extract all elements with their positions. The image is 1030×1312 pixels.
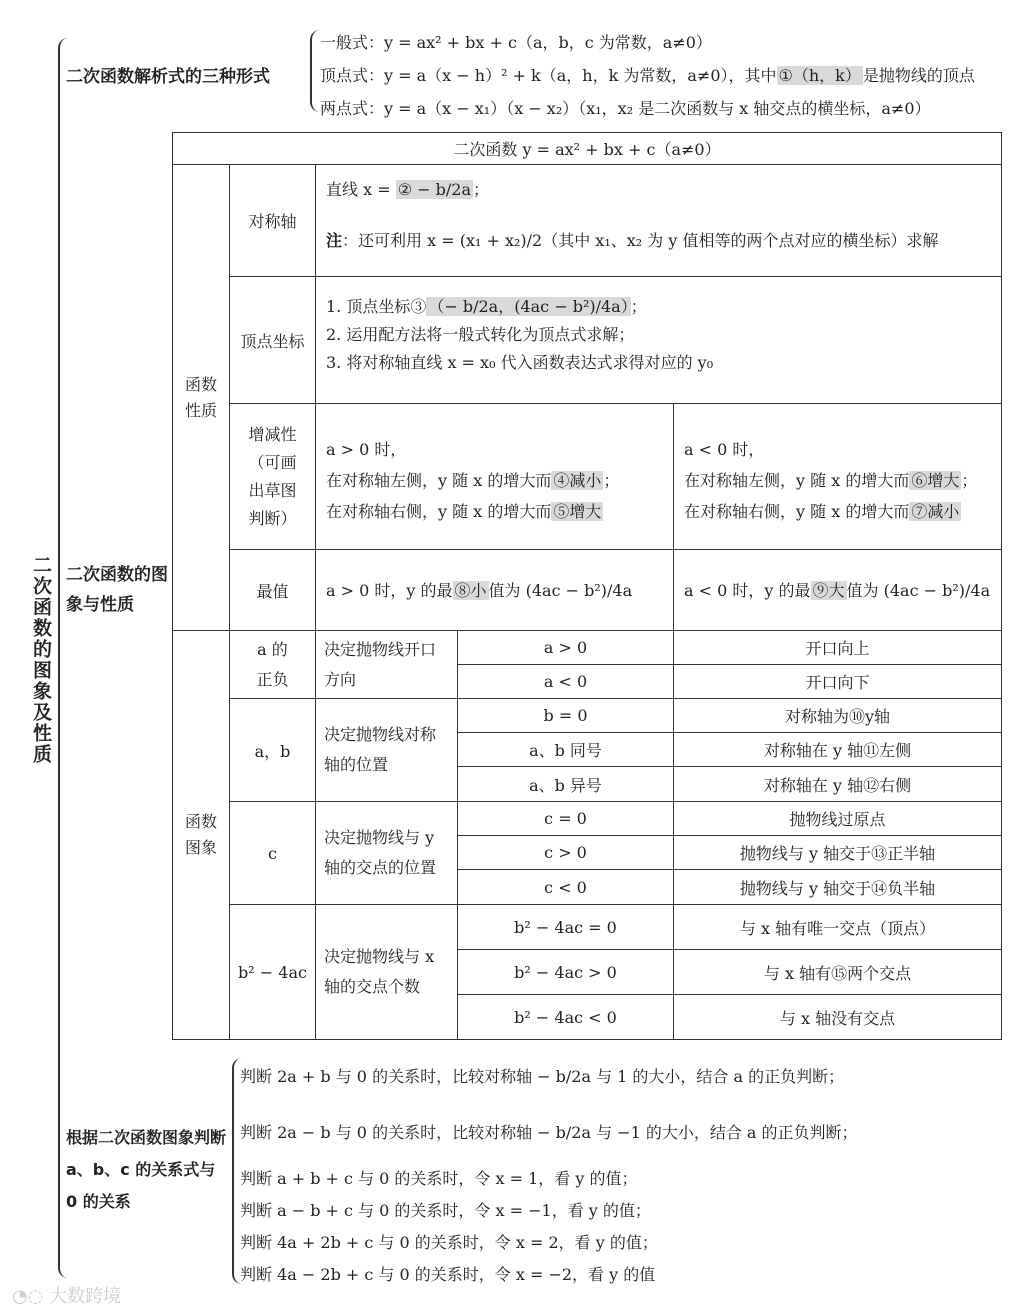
mono-pos-head: a > 0 时， <box>326 440 407 459</box>
param-a: a 的正负 <box>229 630 316 699</box>
vertex-suffix: 是抛物线的顶点 <box>862 66 975 85</box>
case-ab-2: a、b 同号 <box>457 732 674 767</box>
vertex-label: 顶点坐标 <box>229 276 316 404</box>
case-c-1: c = 0 <box>457 801 674 836</box>
axis-note <box>326 228 991 251</box>
mono-neg-left-text: 在对称轴左侧，y 随 x 的增大而 <box>684 471 910 490</box>
section2-title: 二次函数的图象与性质 <box>66 565 168 615</box>
extreme-pos <box>315 549 674 631</box>
result-c-3: 抛物线与 y 轴交于⑭负半轴 <box>673 869 1002 905</box>
axis-line-text: 直线 x = <box>326 180 391 199</box>
param-c: c <box>229 801 316 905</box>
main-brace <box>58 38 70 1278</box>
mono-neg-left: 在对称轴左侧，y 随 x 的增大而 ⑥增大 ； <box>684 471 978 490</box>
answer-7: ⑦减小 <box>911 502 960 521</box>
result-disc-2: 与 x 轴有⑮两个交点 <box>673 949 1002 995</box>
mono-pos-left: 在对称轴左侧，y 随 x 的增大而 ④减小 ； <box>326 471 620 490</box>
vertex-content <box>315 276 1002 404</box>
rule-1: 判断 2a + b 与 0 的关系时，比较对称轴 − b/2a 与 1 的大小，结合 a 的正负判断； <box>240 1067 845 1086</box>
axis-content <box>315 164 1002 277</box>
answer-9: ⑨大 <box>812 581 845 600</box>
result-ab-3: 对称轴在 y 轴⑫右侧 <box>673 766 1002 802</box>
desc-c: 决定抛物线与 y 轴的交点的位置 <box>315 801 458 905</box>
param-disc: b² − 4ac <box>229 904 316 1040</box>
case-ab-3: a、b 异号 <box>457 766 674 802</box>
result-c-1: 抛物线过原点 <box>673 801 1002 836</box>
watermark <box>12 1282 121 1308</box>
result-ab-2: 对称轴在 y 轴⑪左侧 <box>673 732 1002 767</box>
form-vertex-text: 顶点式：y = a（x − h）² + k（a，h，k 为常数，a≠0），其中 <box>320 66 777 85</box>
axis-label: 对称轴 <box>229 164 316 277</box>
props-label-cell <box>172 164 230 631</box>
extreme-label: 最值 <box>229 549 316 631</box>
rule-2: 判断 2a − b 与 0 的关系时，比较对称轴 − b/2a 与 −1 的大小，结合 a 的正负判断； <box>240 1123 858 1142</box>
case-disc-1: b² − 4ac = 0 <box>457 904 674 950</box>
case-ab-1: b = 0 <box>457 698 674 733</box>
result-disc-3: 与 x 轴没有交点 <box>673 994 1002 1040</box>
result-a-2: 开口向下 <box>673 664 1002 699</box>
mono-pos <box>315 403 674 550</box>
result-c-2: 抛物线与 y 轴交于⑬正半轴 <box>673 835 1002 870</box>
mono-neg <box>673 403 1002 550</box>
result-ab-1: 对称轴为⑩y轴 <box>673 698 1002 733</box>
case-disc-2: b² − 4ac > 0 <box>457 949 674 995</box>
vertex-answer-1: ①（h，k） <box>778 66 861 85</box>
axis-note-bold: 注 <box>326 231 343 250</box>
rule-3: 判断 a + b + c 与 0 的关系时，令 x = 1，看 y 的值； <box>240 1169 638 1188</box>
answer-5: ⑤增大 <box>553 502 602 521</box>
case-a-2: a < 0 <box>457 664 674 699</box>
form-general: 一般式：y = ax² + bx + c（a，b，c 为常数，a≠0） <box>320 33 712 52</box>
props-label: 函数性质 <box>184 374 217 420</box>
mono-neg-head: a < 0 时， <box>684 440 765 459</box>
answer-6: ⑥增大 <box>911 471 960 490</box>
param-ab: a，b <box>229 698 316 802</box>
desc-disc: 决定抛物线与 x 轴的交点个数 <box>315 904 458 1040</box>
vertex-item-3: 3. 将对称轴直线 x = x₀ 代入函数表达式求得对应的 y₀ <box>326 353 714 372</box>
extreme-neg <box>673 549 1002 631</box>
mono-label: 增减性（可画出草图判断） <box>229 403 316 550</box>
vertex-item-1-text: 1. 顶点坐标③ <box>326 297 427 316</box>
graph-label: 函数图象 <box>184 812 217 857</box>
axis-note-text: ：还可利用 x = (x₁ + x₂)/2（其中 x₁、x₂ 为 y 值相等的两个点对应的横坐标）求解 <box>342 231 939 250</box>
mono-pos-right <box>326 496 663 527</box>
case-disc-3: b² − 4ac < 0 <box>457 994 674 1040</box>
mono-neg-right <box>684 496 991 527</box>
rule-6: 判断 4a − 2b + c 与 0 的关系时，令 x = −2，看 y 的值 <box>240 1265 656 1284</box>
section1-brace <box>310 30 320 112</box>
mono-neg-right-text: 在对称轴右侧，y 随 x 的增大而 <box>684 502 910 521</box>
case-a-1: a > 0 <box>457 630 674 665</box>
mono-pos-right-text: 在对称轴右侧，y 随 x 的增大而 <box>326 502 552 521</box>
watermark-logo-icon: ◔◌ <box>12 1286 44 1307</box>
case-c-3: c < 0 <box>457 869 674 905</box>
extreme-pos-val: 值为 (4ac − b²)/4a <box>488 581 633 600</box>
form-vertex <box>320 63 975 86</box>
section1-title: 二次函数解析式的三种形式 <box>66 67 270 87</box>
answer-4: ④减小 <box>553 471 602 490</box>
result-a-1: 开口向上 <box>673 630 1002 665</box>
desc-ab: 决定抛物线对称轴的位置 <box>315 698 458 802</box>
rule-5: 判断 4a + 2b + c 与 0 的关系时，令 x = 2，看 y 的值； <box>240 1233 658 1252</box>
section3-title: 根据二次函数图象判断 a、b、c 的关系式与 0 的关系 <box>66 1128 227 1211</box>
form-two-point: 两点式：y = a（x − x₁）（x − x₂）（x₁，x₂ 是二次函数与 x 轴交点的横坐标，a≠0） <box>320 99 931 118</box>
axis-line: 直线 x = ② − b/2a ； <box>326 180 489 199</box>
main-title: 二次函数的图象及性质 <box>30 555 52 765</box>
axis-answer: ② − b/2a <box>397 180 471 199</box>
desc-a: 决定抛物线开口方向 <box>315 630 458 699</box>
vertex-item-1: 1. 顶点坐标③ （− b/2a，(4ac − b²)/4a） ； <box>326 297 647 316</box>
result-disc-1: 与 x 轴有唯一交点（顶点） <box>673 904 1002 950</box>
case-c-2: c > 0 <box>457 835 674 870</box>
vertex-item-2: 2. 运用配方法将一般式转化为顶点式求解； <box>326 325 635 344</box>
extreme-pos-text: a > 0 时，y 的最 <box>326 581 453 600</box>
table-header: 二次函数 y = ax² + bx + c（a≠0） <box>172 132 1002 165</box>
extreme-neg-val: 值为 (4ac − b²)/4a <box>846 581 991 600</box>
answer-8: ⑧小 <box>454 581 487 600</box>
extreme-neg-text: a < 0 时，y 的最 <box>684 581 811 600</box>
watermark-text: 大数跨境 <box>49 1286 122 1307</box>
mono-pos-left-text: 在对称轴左侧，y 随 x 的增大而 <box>326 471 552 490</box>
rule-4: 判断 a − b + c 与 0 的关系时，令 x = −1，看 y 的值； <box>240 1201 651 1220</box>
graph-label-cell <box>172 630 230 1040</box>
vertex-answer-3: （− b/2a，(4ac − b²)/4a） <box>428 297 629 316</box>
